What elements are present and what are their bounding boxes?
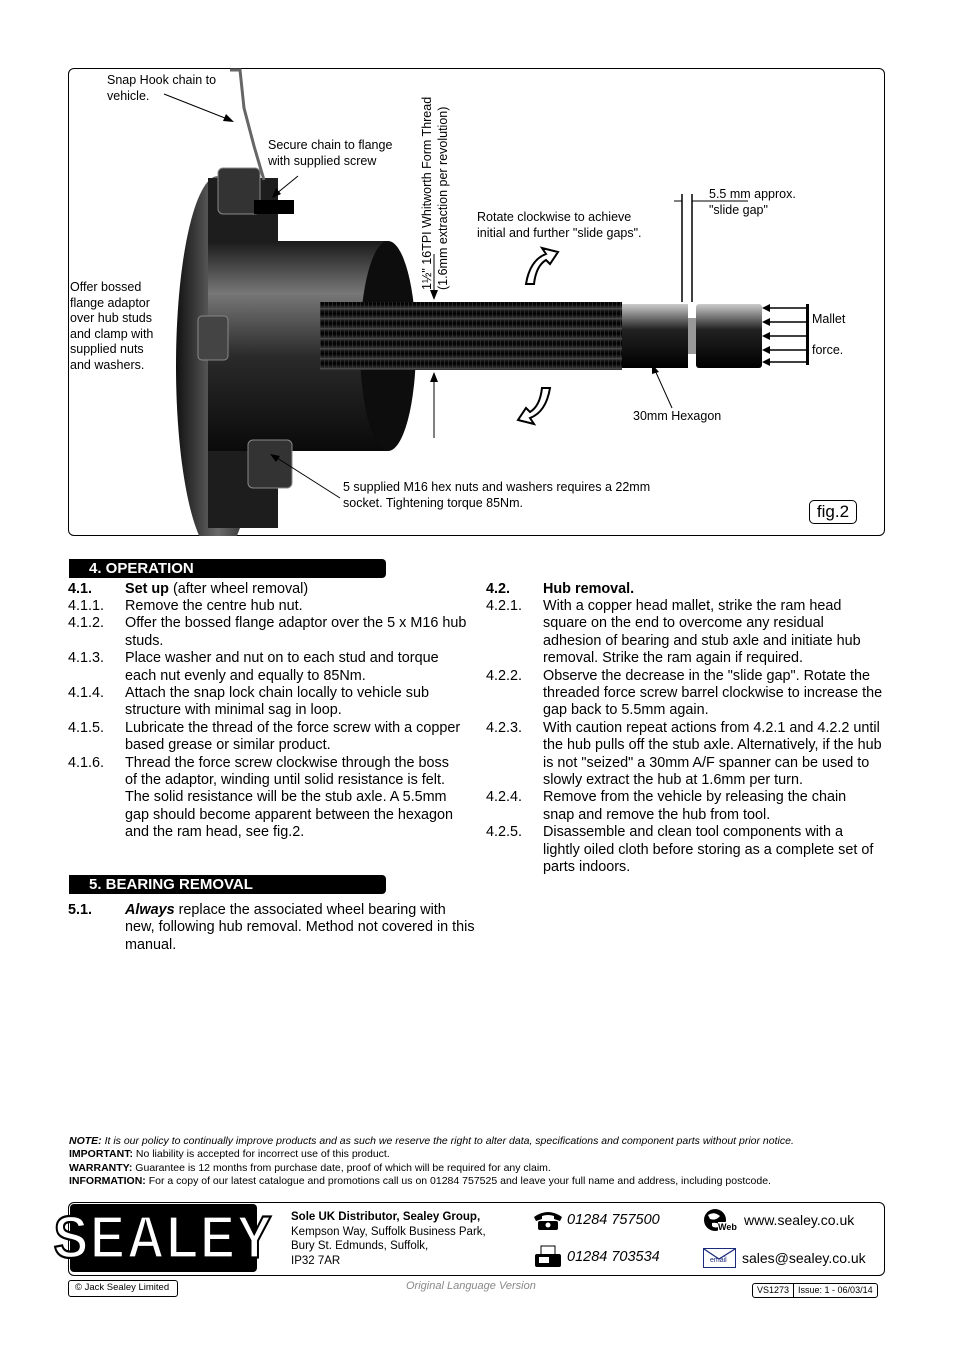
item-text-line: parts indoors. xyxy=(543,859,631,875)
item-number: 4.1.2. xyxy=(68,615,105,632)
stud-nut xyxy=(198,316,228,360)
item-number: 4.2.4. xyxy=(486,789,523,806)
list-item xyxy=(486,720,886,790)
mallet-arrows-icon xyxy=(764,308,808,362)
ram-head xyxy=(696,304,762,368)
item-text-line: Place washer and nut on to each stud and torque xyxy=(125,650,439,667)
list-item xyxy=(68,615,488,650)
item-text-line: Attach the snap lock chain locally to vehicle sub xyxy=(125,685,429,701)
website-link[interactable]: www.sealey.co.uk xyxy=(744,1212,855,1228)
issue-date: Issue: 1 - 06/03/14 xyxy=(798,1285,873,1295)
item-text-line: snap and remove the hub from tool. xyxy=(543,806,771,823)
figure-label: fig.2 xyxy=(809,500,857,524)
item-number: 4.1.1. xyxy=(68,598,105,614)
item-number: 4.1.6. xyxy=(68,754,105,771)
item-text-line: Remove from the vehicle by releasing the chain xyxy=(543,789,847,806)
item-5-1: 5.1. Always replace the associated wheel bearing with new, following hub removal. Method not covered in this manual. xyxy=(68,902,475,953)
item-text-line: Thread the force screw clockwise through the boss xyxy=(125,754,449,771)
label-mallet: Mallet xyxy=(812,312,846,326)
label-hexagon: 30mm Hexagon xyxy=(633,409,722,423)
item-number: 4.2.2. xyxy=(486,667,523,684)
item-number: 4.2.5. xyxy=(486,824,523,841)
list-item xyxy=(486,598,886,668)
item-text-line: With a copper head mallet, strike the ram head xyxy=(543,598,842,614)
item-number: 4.2.3. xyxy=(486,719,523,736)
item-text-line: slowly extract the hub at 1.6mm per turn. xyxy=(543,772,803,789)
label-nuts: 5 supplied M16 hex nuts and washers requires a 22mm socket. Tightening torque 85Nm. xyxy=(343,480,651,510)
item-text-line: studs. xyxy=(125,632,164,649)
item-text-line: is not "seized" a 30mm A/F spanner can be used to xyxy=(543,754,870,771)
list-item xyxy=(68,598,488,615)
warranty-line: WARRANTY: Guarantee is 12 months from purchase date, proof of which will be required for any claim. xyxy=(69,1162,551,1174)
sealey-logo: SEALEY xyxy=(53,1204,274,1272)
item-text-line: gap back to 5.5mm again. xyxy=(543,702,709,719)
item-text-line: square on the end to overcome any residual xyxy=(543,615,824,632)
item-text-line: of the adaptor, winding until solid resistance is felt. xyxy=(125,772,445,788)
list-item xyxy=(68,720,488,755)
list-item xyxy=(486,824,886,876)
force-screw xyxy=(320,302,622,370)
item-text-line: removal. Strike the ram again if required. xyxy=(543,650,803,667)
note-line: NOTE: It is our policy to continually improve products and as such we reserve the right to alter data, specifications and component parts without prior notice. xyxy=(69,1135,794,1147)
label-snap-hook: Snap Hook chain to vehicle. xyxy=(107,73,217,103)
email-link[interactable]: sales@sealey.co.uk xyxy=(742,1250,866,1266)
label-rotate: Rotate clockwise to achieve initial and further "slide gaps". xyxy=(477,210,642,240)
item-text-line: Observe the decrease in the "slide gap". Rotate the xyxy=(543,667,871,684)
email-icon: email xyxy=(703,1248,736,1268)
item-text-line: Remove the centre hub nut. xyxy=(125,598,303,614)
section-5-heading: 5. BEARING REMOVAL xyxy=(69,875,386,894)
item-text-line: and the ram head, see fig.2. xyxy=(125,824,305,841)
item-text-line: threaded force screw barrel clockwise to increase the xyxy=(543,685,883,701)
item-text-line: Offer the bossed flange adaptor over the 5 x M16 hub xyxy=(125,615,467,632)
item-text-line: Disassemble and clean tool components with a xyxy=(543,824,843,841)
list-item xyxy=(68,650,488,685)
fax-icon xyxy=(532,1245,564,1269)
important-line: IMPORTANT: No liability is accepted for incorrect use of this product. xyxy=(69,1148,390,1160)
item-number: 4.2.1. xyxy=(486,598,523,614)
copyright-box: © Jack Sealey Limited xyxy=(68,1280,178,1297)
item-number: 4.1.4. xyxy=(68,685,105,701)
chain-screw xyxy=(254,200,294,214)
list-item xyxy=(486,668,886,720)
web-icon: Web xyxy=(702,1207,740,1235)
label-secure-chain: Secure chain to flange with supplied screw xyxy=(268,138,393,168)
label-slide-gap: 5.5 mm approx. "slide gap" xyxy=(709,187,796,217)
label-offer-bossed: Offer bossed flange adaptor over hub studs and clamp with supplied nuts and washers. xyxy=(70,280,154,372)
snap-hook-chain xyxy=(230,70,264,180)
item-text-line: adhesion of bearing and stub axle and initiate hub xyxy=(543,632,861,649)
list-item xyxy=(68,685,488,720)
item-text-line: lightly oiled cloth before storing as a complete set of xyxy=(543,841,874,858)
model-number: VS1273 xyxy=(753,1284,794,1297)
item-number: 4.1.5. xyxy=(68,719,105,736)
label-thread-spec: 1½" 16TPI Whitworth Form Thread (1.6mm extraction per revolution) xyxy=(420,96,450,290)
model-issue-box xyxy=(752,1283,878,1298)
rotate-arrow-icon xyxy=(526,248,558,284)
stud-nut xyxy=(218,168,260,214)
phone-number[interactable]: 01284 757500 xyxy=(567,1212,660,1228)
distributor-address: Sole UK Distributor, Sealey Group, Kempson Way, Suffolk Business Park, Bury St. Edmunds, Suffolk, IP32 7AR xyxy=(291,1211,486,1267)
item-text-line: each nut evenly and equally to 85Nm. xyxy=(125,667,366,684)
phone-icon xyxy=(532,1209,564,1231)
hexagon-body xyxy=(622,304,688,368)
section-4-heading: 4. OPERATION xyxy=(69,559,386,578)
item-text-line: With caution repeat actions from 4.2.1 and 4.2.2 until xyxy=(543,719,880,736)
stud-nut xyxy=(248,440,292,488)
rotate-arrow-icon xyxy=(518,388,550,424)
item-text-line: The solid resistance will be the stub axle. A 5.5mm xyxy=(125,789,447,806)
item-text-line: gap should become apparent between the hexagon xyxy=(125,806,454,823)
information-line: INFORMATION: For a copy of our latest catalogue and promotions call us on 01284 757525 and leave your full name and address, including postcode. xyxy=(69,1175,771,1187)
hub-puller-diagram xyxy=(68,68,885,536)
list-item xyxy=(486,789,886,824)
fax-number[interactable]: 01284 703534 xyxy=(567,1249,660,1265)
item-text-line: based grease or similar product. xyxy=(125,737,331,754)
item-text-line: Lubricate the thread of the force screw with a copper xyxy=(125,719,461,736)
item-text-line: the hub pulls off the stub axle. Alternatively, if the hub xyxy=(543,737,882,754)
language-version: Original Language Version xyxy=(406,1280,536,1292)
item-number: 4.1.3. xyxy=(68,650,105,667)
label-force: force. xyxy=(812,343,844,357)
item-text-line: structure with minimal sag in loop. xyxy=(125,702,342,719)
list-item xyxy=(68,755,488,842)
